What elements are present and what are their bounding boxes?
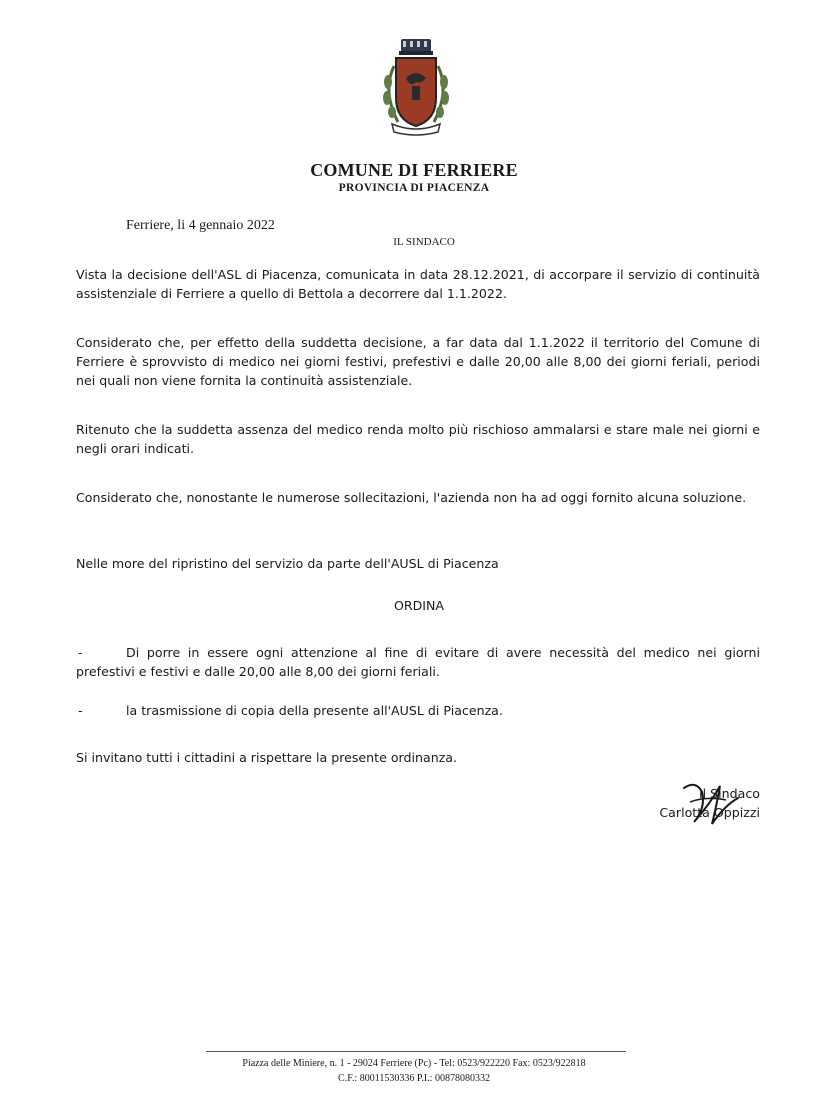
paragraph-vista: Vista la decisione dell'ASL di Piacenza, comunicata in data 28.12.2021, di accorpare il servizio di continuità assistenziale di Ferriere a quello di Bettola a decorrere dal 1.1.2022. — [76, 267, 760, 301]
municipality-title: COMUNE DI FERRIERE — [310, 160, 518, 180]
paragraph-ritenuto: Ritenuto che la suddetta assenza del medico renda molto più rischioso ammalarsi e stare male nei giorni e negli orari indicati. — [76, 422, 760, 456]
closing-statement: Si invitano tutti i cittadini a rispettare la presente ordinanza. — [76, 750, 458, 765]
paragraph-considerato-1: Considerato che, per effetto della suddetta decisione, a far data dal 1.1.2022 il territorio del Comune di Ferriere è sprovvisto di medico nei giorni festivi, prefestivi e dalle 20,00 alle 8,00 dei giorni feriali, periodi nei quali non viene fornita la continuità assistenziale. — [76, 335, 760, 388]
paragraph-considerato-2: Considerato che, nonostante le numerose sollecitazioni, l'azienda non ha ad oggi fornito alcuna soluzione. — [76, 490, 747, 505]
handwritten-signature-icon — [676, 778, 746, 828]
municipal-crest-icon — [372, 36, 460, 136]
list-dash: - — [78, 645, 83, 660]
order-item-text: Di porre in essere ogni attenzione al fine di evitare di avere necessità del medico nei giorni prefestivi e festivi e dalle 20,00 alle 8,00 dei giorni feriali. — [76, 645, 760, 679]
place-date: Ferriere, li 4 gennaio 2022 — [126, 218, 275, 233]
order-item — [76, 701, 760, 720]
province-subtitle: PROVINCIA DI PIACENZA — [338, 182, 490, 194]
order-item-text: la trasmissione di copia della presente all'AUSL di Piacenza. — [126, 703, 503, 718]
paragraph-nelle-more: Nelle more del ripristino del servizio da parte dell'AUSL di Piacenza — [76, 556, 499, 571]
issuer-role: IL SINDACO — [393, 236, 455, 248]
footer-address: Piazza delle Miniere, n. 1 - 29024 Ferriere (Pc) - Tel: 0523/922220 Fax: 0523/922818 — [242, 1058, 586, 1069]
ordina-heading: ORDINA — [393, 598, 445, 613]
list-dash: - — [78, 703, 83, 718]
footer-tax-codes: C.F.: 80011530336 P.I.: 00878080332 — [338, 1073, 490, 1084]
footer-divider — [206, 1051, 626, 1052]
order-item — [76, 643, 760, 681]
signer-name: Carlotta Oppizzi — [659, 805, 760, 820]
signer-role: Il Sindaco — [698, 786, 760, 801]
